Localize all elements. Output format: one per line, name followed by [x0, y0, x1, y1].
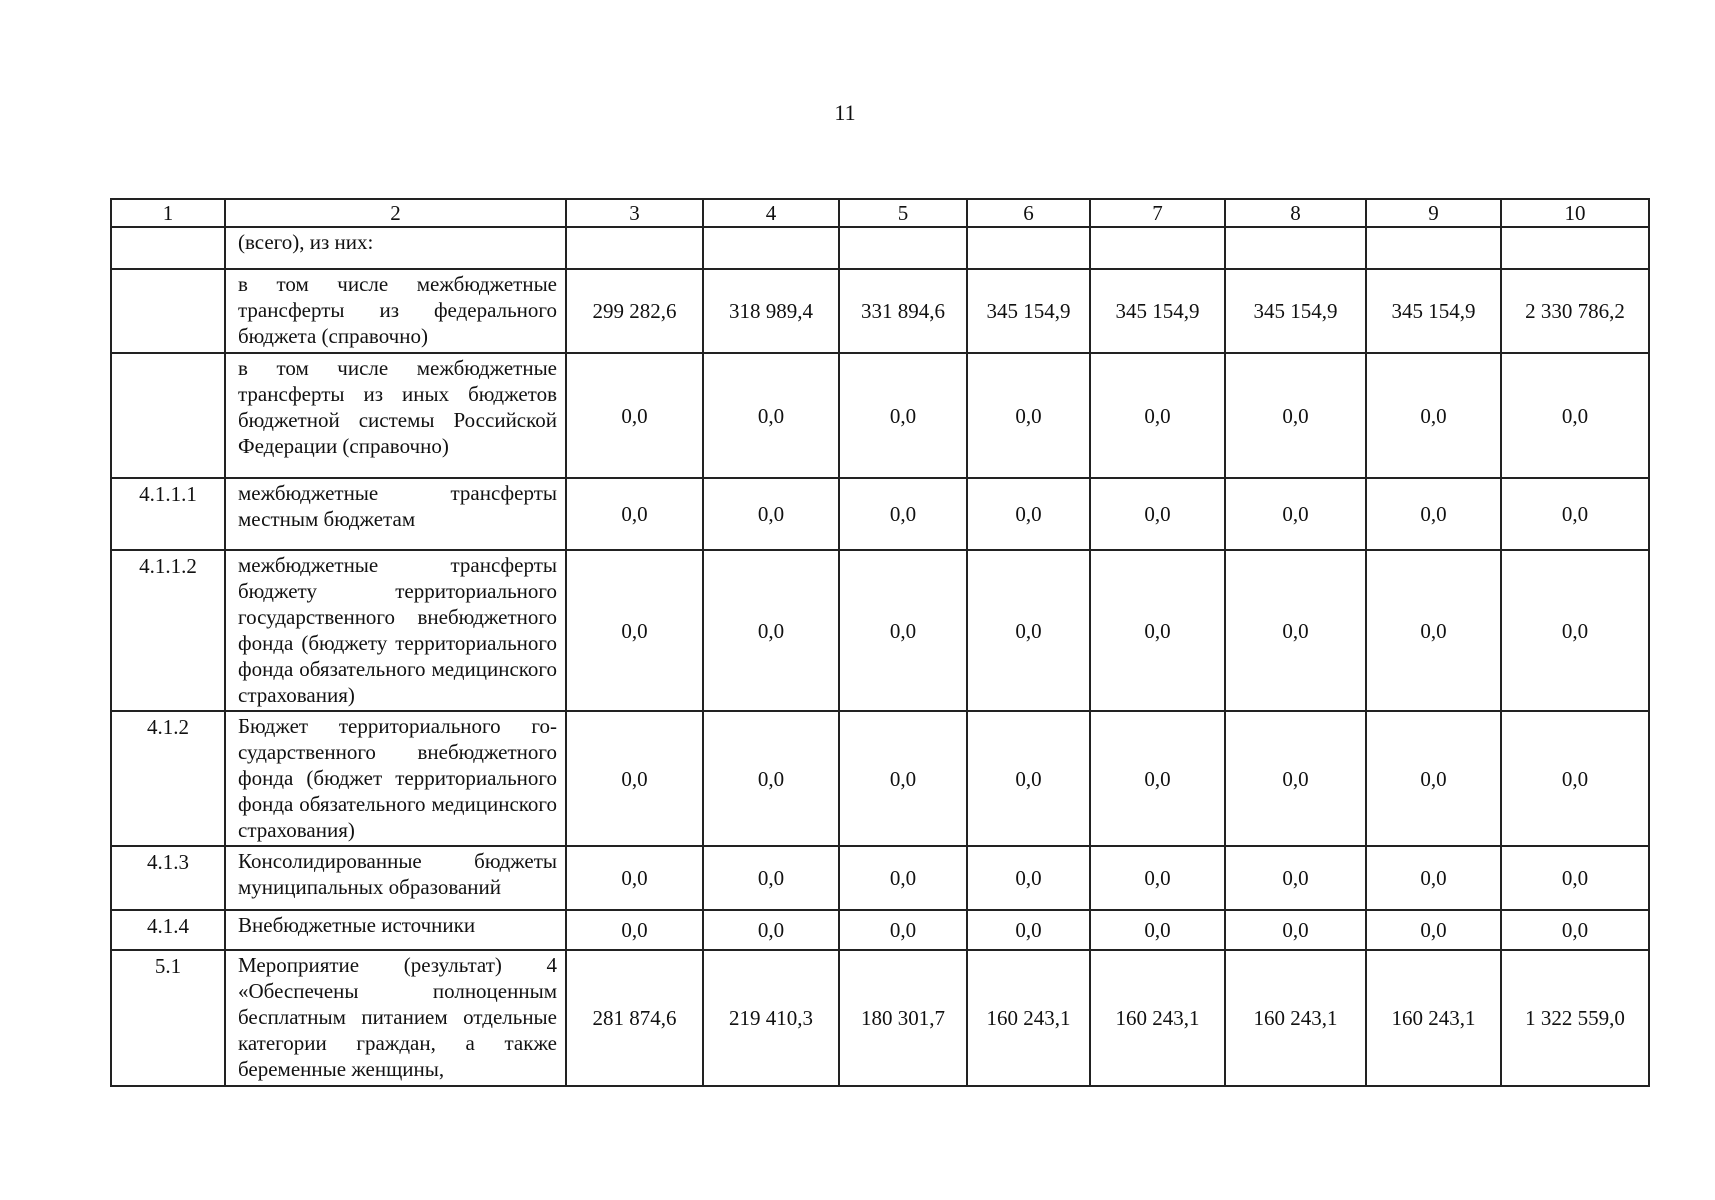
cell-value: 0,0 — [1225, 711, 1366, 846]
cell-value: 318 989,4 — [703, 269, 839, 353]
column-header: 10 — [1501, 199, 1649, 227]
cell-value: 0,0 — [1501, 478, 1649, 550]
cell-value: 0,0 — [1366, 353, 1501, 478]
row-description: (всего), из них: — [225, 227, 566, 269]
table-row — [111, 910, 1649, 950]
cell-value: 0,0 — [703, 711, 839, 846]
cell-value: 160 243,1 — [1090, 950, 1225, 1086]
cell-value: 345 154,9 — [967, 269, 1090, 353]
budget-table — [110, 198, 1650, 1087]
row-description: Мероприятие (результат) 4 «Обеспечены полноценным бесплатным питанием отдельные категории граждан, а также беременные женщины, — [225, 950, 566, 1086]
row-description: межбюджетные трансферты местным бюджетам — [225, 478, 566, 550]
column-header: 9 — [1366, 199, 1501, 227]
cell-value — [566, 227, 703, 269]
cell-value: 0,0 — [566, 846, 703, 910]
cell-value: 0,0 — [1501, 910, 1649, 950]
cell-value — [703, 227, 839, 269]
column-header: 7 — [1090, 199, 1225, 227]
cell-value: 0,0 — [967, 353, 1090, 478]
cell-value: 0,0 — [967, 846, 1090, 910]
cell-value — [967, 227, 1090, 269]
cell-value: 0,0 — [1501, 846, 1649, 910]
cell-value: 0,0 — [967, 550, 1090, 711]
table-row — [111, 846, 1649, 910]
cell-value: 345 154,9 — [1225, 269, 1366, 353]
row-description: Бюджет территориального государственного внебюджетного фонда (бюджет территориального фонда обязательного медицинского страхования) — [225, 711, 566, 846]
cell-value: 0,0 — [1501, 711, 1649, 846]
column-header: 5 — [839, 199, 967, 227]
cell-value: 0,0 — [1090, 711, 1225, 846]
cell-value — [1225, 227, 1366, 269]
cell-value: 0,0 — [703, 910, 839, 950]
cell-value: 0,0 — [1366, 478, 1501, 550]
table-row — [111, 269, 1649, 353]
column-header: 4 — [703, 199, 839, 227]
cell-value: 180 301,7 — [839, 950, 967, 1086]
column-header: 2 — [225, 199, 566, 227]
cell-value: 0,0 — [1501, 550, 1649, 711]
cell-value: 160 243,1 — [1366, 950, 1501, 1086]
cell-value: 0,0 — [566, 910, 703, 950]
cell-value: 0,0 — [1090, 478, 1225, 550]
column-header: 3 — [566, 199, 703, 227]
cell-value: 219 410,3 — [703, 950, 839, 1086]
cell-value: 0,0 — [967, 910, 1090, 950]
row-code: 4.1.4 — [111, 910, 225, 950]
cell-value — [839, 227, 967, 269]
cell-value: 0,0 — [703, 478, 839, 550]
cell-value: 1 322 559,0 — [1501, 950, 1649, 1086]
cell-value: 0,0 — [1366, 550, 1501, 711]
cell-value: 331 894,6 — [839, 269, 967, 353]
table-row — [111, 227, 1649, 269]
row-code — [111, 269, 225, 353]
cell-value — [1090, 227, 1225, 269]
cell-value: 0,0 — [839, 846, 967, 910]
cell-value — [1366, 227, 1501, 269]
cell-value: 0,0 — [703, 846, 839, 910]
cell-value: 0,0 — [1225, 910, 1366, 950]
row-code — [111, 227, 225, 269]
page-number: 11 — [834, 100, 856, 125]
cell-value: 0,0 — [1090, 550, 1225, 711]
row-code: 4.1.1.2 — [111, 550, 225, 711]
row-code — [111, 353, 225, 478]
cell-value: 0,0 — [839, 910, 967, 950]
cell-value: 0,0 — [1225, 478, 1366, 550]
cell-value: 0,0 — [703, 550, 839, 711]
cell-value: 0,0 — [1225, 550, 1366, 711]
table-row — [111, 478, 1649, 550]
cell-value: 0,0 — [1366, 910, 1501, 950]
cell-value: 0,0 — [1090, 846, 1225, 910]
cell-value: 345 154,9 — [1366, 269, 1501, 353]
cell-value: 0,0 — [566, 550, 703, 711]
cell-value: 160 243,1 — [967, 950, 1090, 1086]
cell-value: 0,0 — [839, 478, 967, 550]
cell-value: 0,0 — [967, 711, 1090, 846]
cell-value: 0,0 — [967, 478, 1090, 550]
row-description: межбюджетные трансферты бюджету территориального государственного внебюджетного фонда (бюджету территориального фонда обязательного медицинского страхования) — [225, 550, 566, 711]
cell-value: 0,0 — [1225, 353, 1366, 478]
row-code: 4.1.2 — [111, 711, 225, 846]
cell-value: 0,0 — [1366, 711, 1501, 846]
row-description: Внебюджетные источники — [225, 910, 566, 950]
row-code: 4.1.1.1 — [111, 478, 225, 550]
column-header: 8 — [1225, 199, 1366, 227]
row-description: в том числе межбюджетные трансферты из иных бюджетов бюджетной системы Российской Федерации (справочно) — [225, 353, 566, 478]
cell-value: 0,0 — [703, 353, 839, 478]
row-description: в том числе межбюджетные трансферты из федерального бюджета (справочно) — [225, 269, 566, 353]
cell-value: 0,0 — [839, 550, 967, 711]
table-row — [111, 711, 1649, 846]
cell-value: 281 874,6 — [566, 950, 703, 1086]
cell-value: 0,0 — [566, 711, 703, 846]
cell-value — [1501, 227, 1649, 269]
row-code: 4.1.3 — [111, 846, 225, 910]
cell-value: 2 330 786,2 — [1501, 269, 1649, 353]
cell-value: 0,0 — [1090, 353, 1225, 478]
row-description: Консолидированные бюджеты муниципальных образований — [225, 846, 566, 910]
table-row — [111, 550, 1649, 711]
column-number-row — [111, 199, 1649, 227]
cell-value: 0,0 — [566, 353, 703, 478]
column-header: 1 — [111, 199, 225, 227]
cell-value: 160 243,1 — [1225, 950, 1366, 1086]
cell-value: 345 154,9 — [1090, 269, 1225, 353]
cell-value: 0,0 — [839, 353, 967, 478]
cell-value: 0,0 — [839, 711, 967, 846]
cell-value: 299 282,6 — [566, 269, 703, 353]
cell-value: 0,0 — [566, 478, 703, 550]
cell-value: 0,0 — [1225, 846, 1366, 910]
row-code: 5.1 — [111, 950, 225, 1086]
cell-value: 0,0 — [1090, 910, 1225, 950]
column-header: 6 — [967, 199, 1090, 227]
table-row — [111, 353, 1649, 478]
cell-value: 0,0 — [1501, 353, 1649, 478]
table-row — [111, 950, 1649, 1086]
cell-value: 0,0 — [1366, 846, 1501, 910]
